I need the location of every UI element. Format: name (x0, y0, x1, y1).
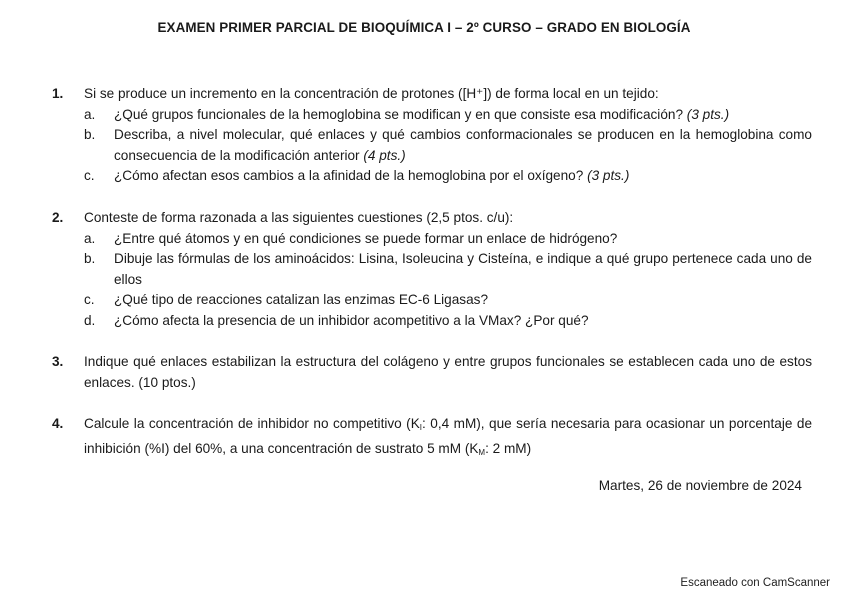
question-text: Si se produce un incremento en la concentración de protones ([H⁺]) de forma local en un tejido: (84, 86, 659, 101)
item-text: ¿Qué grupos funcionales de la hemoglobina se modifican y en que consiste esa modificación? (114, 106, 684, 122)
question-2 (52, 208, 812, 331)
question-item (84, 249, 812, 290)
item-points: (4 pts.) (363, 147, 406, 163)
question-item (84, 311, 812, 332)
question-number: 1. (52, 86, 64, 101)
item-points: (3 pts.) (587, 168, 630, 183)
exam-date: Martes, 26 de noviembre de 2024 (598, 478, 802, 493)
exam-title: EXAMEN PRIMER PARCIAL DE BIOQUÍMICA I – 2º CURSO – GRADO EN BIOLOGÍA (157, 20, 691, 35)
item-text: ¿Cómo afecta la presencia de un inhibidor acompetitivo a la VMax? ¿Por qué? (114, 312, 589, 328)
question-number: 4. (52, 416, 64, 431)
item-letter: b. (84, 251, 96, 266)
question-3 (52, 352, 812, 393)
item-letter: a. (84, 106, 96, 122)
item-text: Describa, a nivel molecular, qué enlaces y qué cambios conformacionales se producen en la hemoglobina como consecuencia de la modificación anterior (114, 127, 812, 163)
item-text: Dibuje las fórmulas de los aminoácidos: Lisina, Isoleucina y Cisteína, e indique a qué grupo pertenece cada uno de ellos (114, 251, 812, 287)
item-text: ¿Entre qué átomos y en qué condiciones se puede formar un enlace de hidrógeno? (114, 230, 618, 246)
item-letter: a. (84, 230, 96, 246)
question-item (84, 290, 812, 311)
question-number: 2. (52, 210, 64, 225)
item-text: ¿Cómo afectan esos cambios a la afinidad de la hemoglobina por el oxígeno? (114, 168, 584, 183)
question-text: Calcule la concentración de inhibidor no competitivo ($K_I$: 0,4 mM), que sería necesaria para ocasionar un porcentaje de inhibición (%I) del 60%, a una concentración de sustrato 5 mM ($K_M$: 2 mM) (84, 416, 812, 457)
km-subscript: M (478, 447, 486, 457)
question-1 (52, 84, 812, 187)
question-item (84, 105, 812, 126)
item-text: ¿Qué tipo de reacciones catalizan las enzimas EC-6 Ligasas? (114, 292, 489, 307)
question-item (84, 125, 812, 166)
question-number: 3. (52, 354, 64, 369)
question-item (84, 166, 812, 187)
scanner-watermark: Escaneado con CamScanner (680, 577, 830, 589)
question-text: Indique qué enlaces estabilizan la estructura del colágeno y entre grupos funcionales se establecen cada uno de estos enlaces. (10 ptos.) (84, 354, 812, 390)
item-points: (3 pts.) (686, 106, 730, 122)
item-letter: b. (84, 127, 96, 142)
question-4 (52, 414, 812, 463)
question-item (84, 229, 812, 250)
item-letter: c. (84, 292, 95, 307)
item-letter: d. (84, 312, 96, 328)
ki-subscript: I (419, 423, 423, 432)
question-text: Conteste de forma razonada a las siguientes cuestiones (2,5 ptos. c/u): (84, 210, 514, 225)
item-letter: c. (84, 168, 95, 183)
